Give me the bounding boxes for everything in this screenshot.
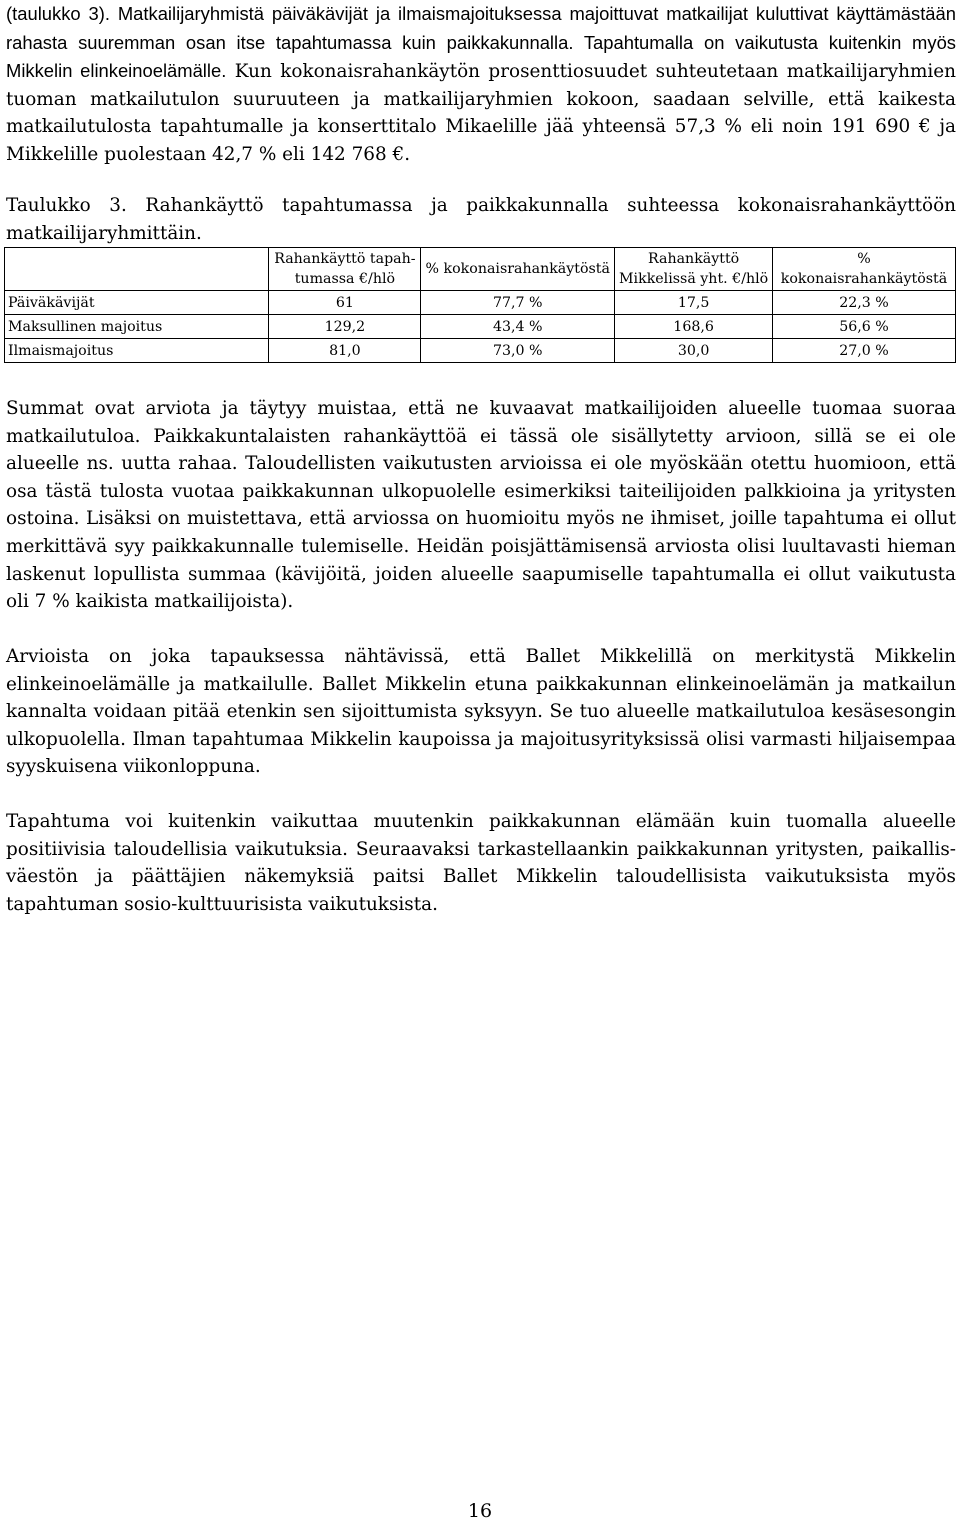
table-header-cell	[5, 248, 269, 291]
table-caption: Taulukko 3. Rahankäyttö tapahtumassa ja paikkakunnalla suhteessa kokonaisrahankäyttöön matkailijaryhmittäin.	[6, 195, 956, 244]
table-header-cell: % kokonaisrahankäytöstä	[773, 248, 956, 291]
paragraph-intro	[6, 0, 956, 169]
table-header-cell: Rahankäyttö Mikkelissä yht. €/hlö	[615, 248, 773, 291]
table-row	[5, 315, 956, 339]
table-cell: 77,7 %	[421, 291, 615, 315]
paragraph-intro-serif-part: Kun kokonaisrahankäytön prosenttiosuudet suhteutetaan matkailijaryhmien tuoman matkailutulon suuruuteen ja matkailijaryhmien kokoon, saadaan selville, että kaikesta matkailutulosta tapahtumalle ja konserttitalo Mikaelille jää yhteensä 57,3 % eli noin 191 690 € ja Mikkelille puolestaan 42,7 % eli 142 768 €.	[6, 61, 956, 165]
table-cell: 61	[269, 291, 421, 315]
paragraph-assessment: Arvioista on joka tapauksessa nähtävissä, että Ballet Mikkelillä on merkitystä Mikkelin elinkeinoelämälle ja matkailulle. Ballet Mikkelin etuna paikkakunnan elinkeinoelämän ja matkailun kannalta voidaan pitää etenkin sen sijoittumista syksyyn. Se tuo alueelle matkailutuloa kesäsesongin ulkopuolella. Ilman tapahtumaa Mikkelin kaupoissa ja majoitusyrityksissä olisi varmasti hiljaisempaa syyskuisena viikonloppuna.	[6, 646, 956, 778]
table-cell: 73,0 %	[421, 339, 615, 363]
table-cell: 56,6 %	[773, 315, 956, 339]
page-number: 16	[467, 1500, 493, 1522]
table-cell-label: Maksullinen majoitus	[5, 315, 269, 339]
table-cell: 17,5	[615, 291, 773, 315]
table-cell: 27,0 %	[773, 339, 956, 363]
table-cell: 43,4 %	[421, 315, 615, 339]
data-table	[4, 247, 956, 363]
table-row	[5, 291, 956, 315]
table-cell: 168,6	[615, 315, 773, 339]
table-header-cell: % kokonaisrahankäytöstä	[421, 248, 615, 291]
table-header-row	[5, 248, 956, 291]
table-header-cell: Rahankäyttö tapah-tumassa €/hlö	[269, 248, 421, 291]
table-row	[5, 339, 956, 363]
table-cell: 129,2	[269, 315, 421, 339]
paragraph-intro-sans-part: (taulukko 3). Matkailijaryhmistä päiväkävijät ja ilmaismajoituksessa majoittuvat matkailijat kuluttivat käyttämästään rahasta suuremman osan itse tapahtumassa kuin paikkakunnalla. Tapahtumalla on vaikutusta kuitenkin myös Mikkelin elinkeinoelämälle.	[6, 3, 956, 82]
table-cell: 30,0	[615, 339, 773, 363]
paragraph-outlook: Tapahtuma voi kuitenkin vaikuttaa muutenkin paikkakunnan elämään kuin tuomalla alueelle positiivisia taloudellisia vaikutuksia. Seuraavaksi tarkastellaankin paikkakunnan yritysten, paikallis-väestön ja päättäjien näkemyksiä paitsi Ballet Mikkelin taloudellisista vaikutuksista myös tapahtuman sosio-kulttuurisista vaikutuksista.	[6, 811, 956, 915]
table-cell: 81,0	[269, 339, 421, 363]
table-cell-label: Päiväkävijät	[5, 291, 269, 315]
paragraph-summary: Summat ovat arviota ja täytyy muistaa, että ne kuvaavat matkailijoiden alueelle tuomaa suoraa matkailutuloa. Paikkakuntalaisten rahankäyttöä ei tässä ole sisällytetty arvioon, sillä se ei ole alueelle ns. uutta rahaa. Taloudellisten vaikutusten arvioissa ei ole myöskään otettu huomioon, että osa tästä tulosta vuotaa paikkakunnan ulkopuolelle esimerkiksi taiteilijoiden palkkioina ja yritysten ostoina. Lisäksi on muistettava, että arviossa on huomioitu myös ne ihmiset, joille tapahtuma ei ollut merkittävä syy paikkakunnalle tulemiselle. Heidän poisjättämisensä arviosta olisi luultavasti hieman laskenut lopullista summaa (kävijöitä, joiden alueelle saapumiselle tapahtumalla ei ollut vaikutusta oli 7 % kaikista matkailijoista).	[6, 398, 956, 613]
table-cell-label: Ilmaismajoitus	[5, 339, 269, 363]
table-cell: 22,3 %	[773, 291, 956, 315]
